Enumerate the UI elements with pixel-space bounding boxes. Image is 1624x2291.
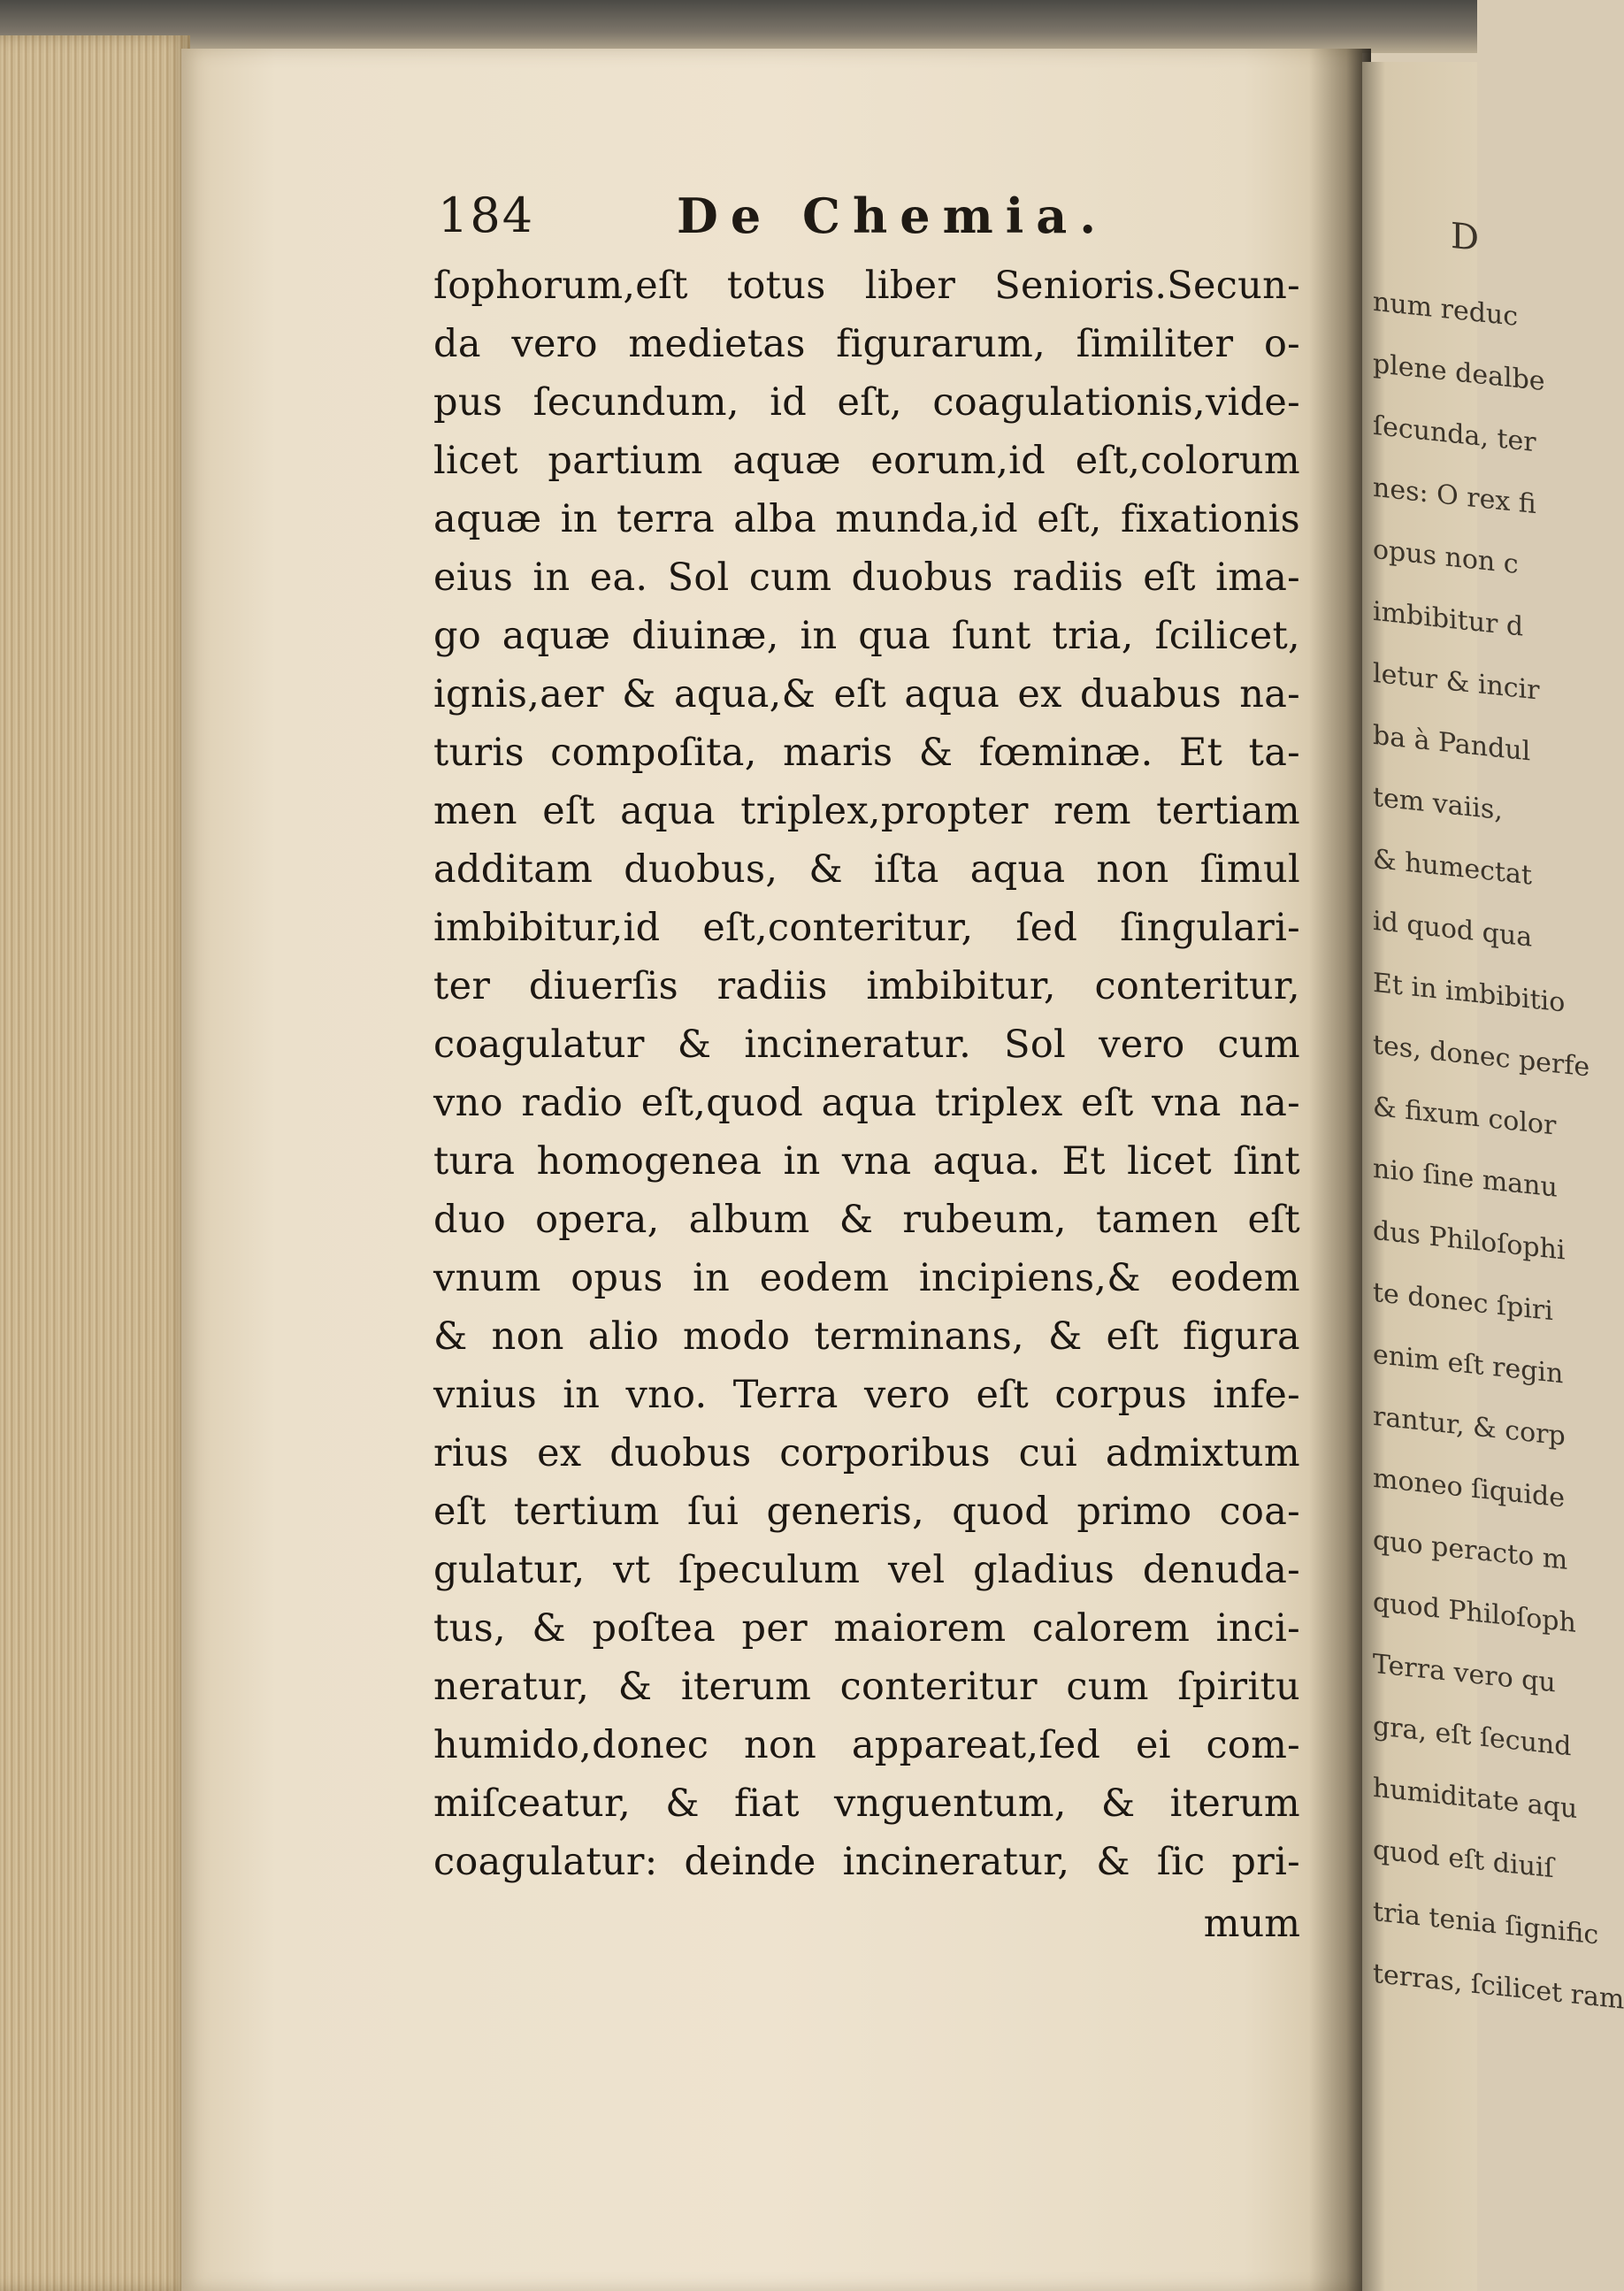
facing-page-line: enim eſt regin	[1373, 1338, 1564, 1391]
facing-page-line: dus Philoſophi	[1373, 1214, 1566, 1267]
facing-page-line: rantur, & corp	[1373, 1400, 1566, 1452]
text-line: vno radio eſt,quod aqua triplex eſt vna na-	[433, 1081, 1300, 1125]
facing-page-line: te donec ſpiri	[1373, 1276, 1553, 1328]
text-line: licet partium aquæ eorum,id eſt,colorum	[433, 439, 1300, 483]
text-line: ter diuerſis radiis imbibitur, conteritur,	[433, 964, 1300, 1008]
facing-page-line: terras, ſcilicet ram	[1373, 1958, 1624, 2016]
text-line: men eſt aqua triplex,propter rem tertiam	[433, 789, 1300, 833]
text-line: gulatur, vt ſpeculum vel gladius denuda-	[433, 1548, 1300, 1592]
facing-page-line: gra, eſt ſecund	[1373, 1710, 1572, 1763]
text-line: neratur, & iterum conteritur cum ſpiritu	[433, 1665, 1300, 1709]
facing-page-line: imbibitur d	[1373, 595, 1524, 643]
facing-page-line: plene dealbe	[1373, 348, 1545, 398]
facing-page-line: tria tenia ſignific	[1373, 1896, 1599, 1951]
book-top-edge	[0, 0, 1477, 53]
text-line: ignis,aer & aqua,& eſt aqua ex duabus na-	[433, 672, 1300, 716]
folio-number: 184	[438, 188, 535, 243]
facing-page-line: nes: O rex fi	[1373, 471, 1536, 521]
facing-page-line: nio ſine manu	[1373, 1153, 1558, 1204]
text-line: coagulatur & incineratur. Sol vero cum	[433, 1023, 1300, 1067]
text-line: da vero medietas figurarum, ſimiliter o-	[433, 322, 1300, 366]
text-line: aquæ in terra alba munda,id eſt, fixationis	[433, 497, 1300, 541]
facing-page-line: id quod qua	[1373, 905, 1533, 954]
text-line: additam duobus, & iſta aqua non ſimul	[433, 847, 1300, 892]
text-line: tus, & poſtea per maiorem calorem inci-	[433, 1606, 1300, 1651]
facing-page-line: & fixum color	[1373, 1091, 1557, 1142]
text-line: ſophorum,eſt totus liber Senioris.Secun-	[433, 264, 1300, 308]
text-line: humido,donec non appareat,ſed ei com-	[433, 1723, 1300, 1767]
facing-page-line: tes, donec perfe	[1373, 1029, 1590, 1084]
text-line: & non alio modo terminans, & eſt figura	[433, 1314, 1300, 1359]
text-line: tura homogenea in vna aqua. Et licet ſint	[433, 1139, 1300, 1184]
text-line: miſceatur, & fiat vnguentum, & iterum	[433, 1781, 1300, 1826]
text-block	[433, 257, 1300, 1946]
text-line: turis compoſita, maris & fœminæ. Et ta-	[433, 731, 1300, 775]
facing-page-line: humiditate aqu	[1373, 1772, 1578, 1826]
text-line: eius in ea. Sol cum duobus radiis eſt ima-	[433, 556, 1300, 600]
facing-page-line: opus non c	[1373, 533, 1519, 581]
facing-page-line: Et in imbibitio	[1373, 967, 1566, 1019]
running-title: De Chemia.	[677, 188, 1109, 244]
text-line: pus ſecundum, id eſt, coagulationis,vide-	[433, 380, 1300, 425]
facing-page-line: ba à Pandul	[1373, 719, 1531, 768]
facing-page-line: quod eſt diuiſ	[1373, 1834, 1554, 1885]
catchword: mum	[1203, 1902, 1300, 1946]
text-line: coagulatur: deinde incineratur, & ſic pri-	[433, 1840, 1300, 1884]
facing-page-line: & humectat	[1373, 843, 1532, 892]
facing-page-line: D	[1451, 215, 1480, 260]
text-line: vnum opus in eodem incipiens,& eodem	[433, 1256, 1300, 1300]
facing-page-line: letur & incir	[1373, 657, 1540, 707]
facing-page-line: tem vaiis,	[1373, 781, 1503, 827]
facing-page-line: moneo ſiquide	[1373, 1462, 1565, 1514]
facing-page-line: quod Philoſoph	[1373, 1586, 1576, 1639]
facing-page-line: num reduc	[1373, 286, 1519, 333]
text-line: imbibitur,id eſt,conteritur, ſed ſingulari-	[433, 906, 1300, 950]
page-header	[438, 188, 1234, 249]
facing-page-line: quo peracto m	[1373, 1524, 1568, 1576]
facing-page-line: ſecunda, ter	[1373, 410, 1536, 459]
facing-page-line: Terra vero qu	[1373, 1648, 1556, 1699]
text-line: vnius in vno. Terra vero eſt corpus infe-	[433, 1373, 1300, 1417]
page-edges	[0, 35, 190, 2291]
text-line: eſt tertium ſui generis, quod primo coa-	[433, 1490, 1300, 1534]
text-line: duo opera, album & rubeum, tamen eſt	[433, 1198, 1300, 1242]
text-line: go aquæ diuinæ, in qua ſunt tria, ſcilicet,	[433, 614, 1300, 658]
text-line: rius ex duobus corporibus cui admixtum	[433, 1431, 1300, 1475]
